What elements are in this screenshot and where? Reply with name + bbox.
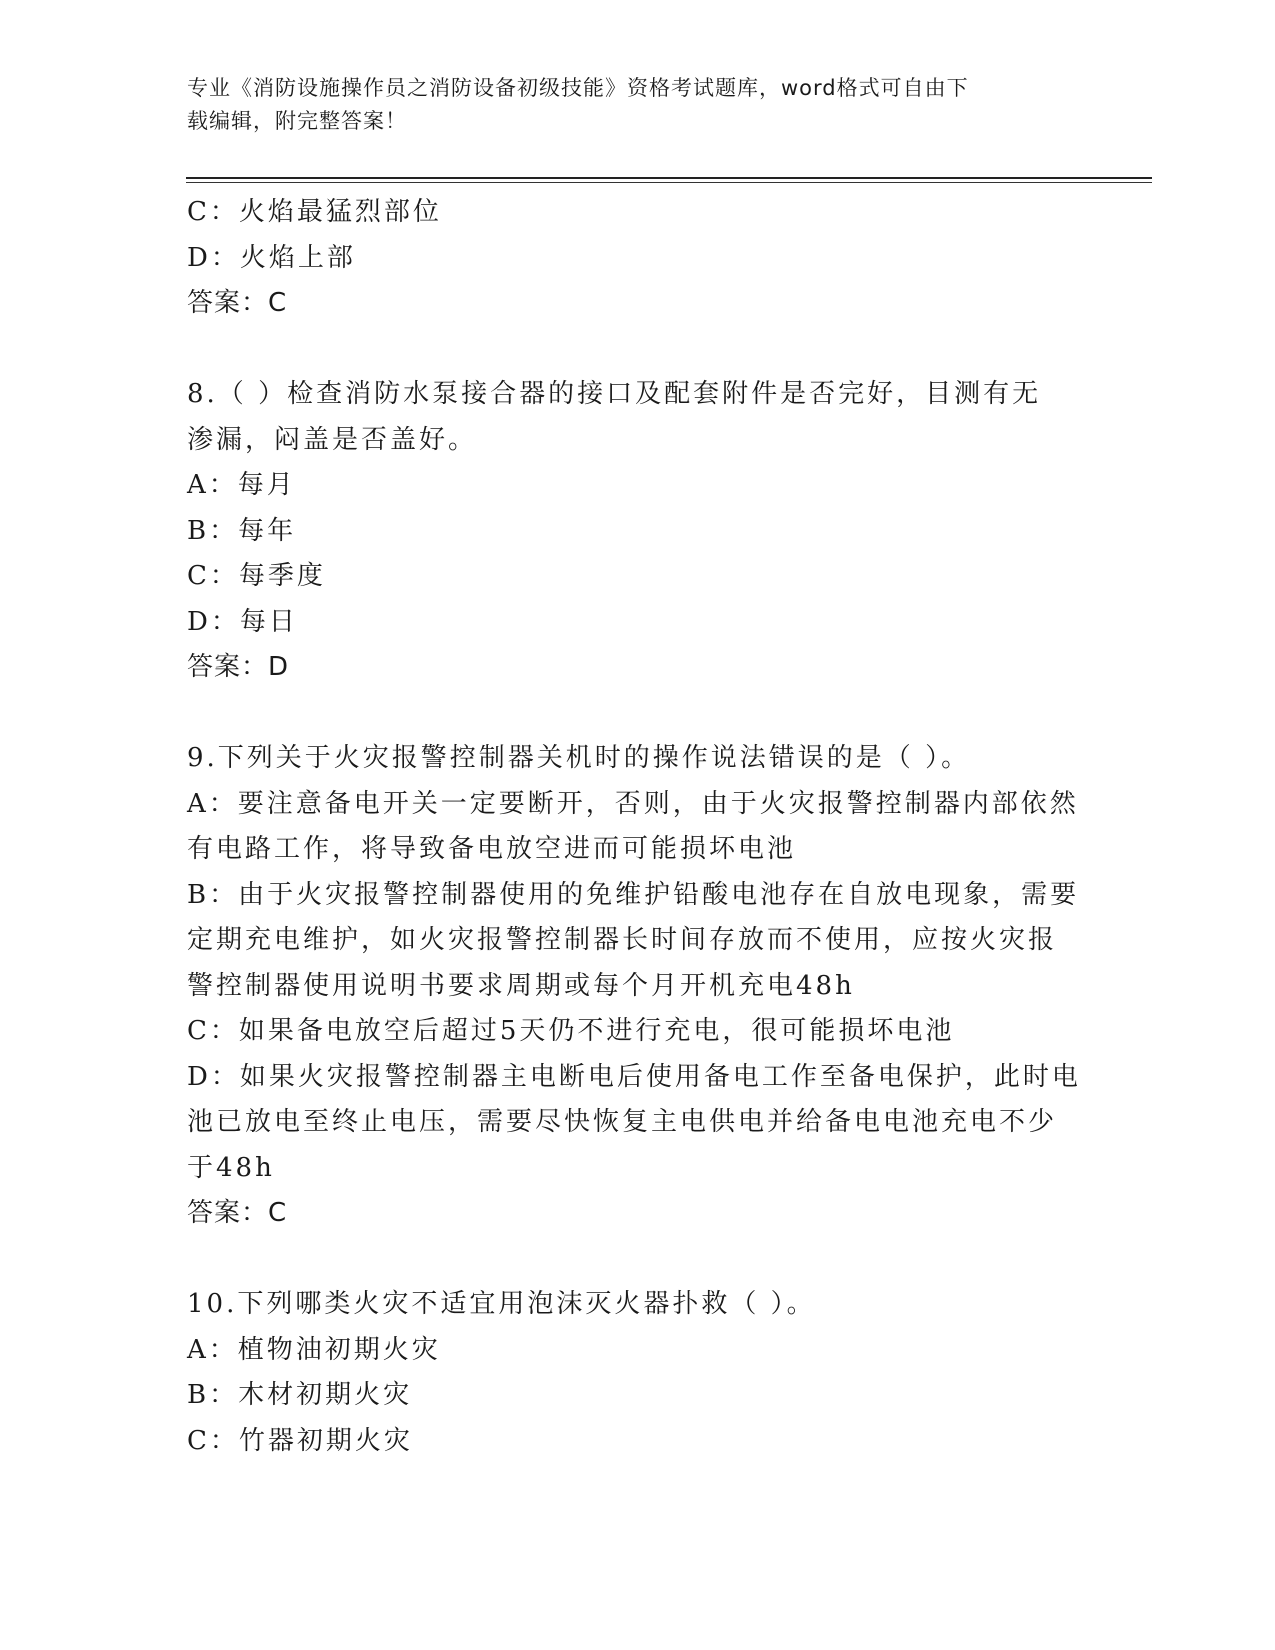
header-rule-thin	[186, 182, 1152, 183]
q9-option-d-line-2: 池已放电至终止电压，需要尽快恢复主电供电并给备电电池充电不少	[187, 1107, 1058, 1137]
q7-option-c: C：火焰最猛烈部位	[187, 197, 442, 227]
q9-answer: 答案：C	[187, 1198, 288, 1228]
header-rule-thick	[186, 177, 1152, 179]
q10-option-b: B：木材初期火灾	[187, 1380, 413, 1410]
q8-stem-line-1: 8.（ ）检查消防水泵接合器的接口及配套附件是否完好，目测有无	[187, 379, 1042, 409]
header-line-2: 载编辑，附完整答案！	[187, 109, 407, 133]
q9-option-b-line-1: B：由于火灾报警控制器使用的免维护铅酸电池存在自放电现象，需要	[187, 879, 1080, 910]
q9-option-a-line-2: 有电路工作，将导致备电放空进而可能损坏电池	[187, 834, 797, 864]
header-line-1: 专业《消防设施操作员之消防设备初级技能》资格考试题库，word格式可自由下	[187, 76, 969, 100]
q9-option-b-line-3: 警控制器使用说明书要求周期或每个月开机充电48h	[187, 970, 855, 1001]
q8-answer: 答案：D	[187, 652, 290, 682]
document-header	[187, 72, 1067, 138]
q9-option-b-line-2: 定期充电维护，如火灾报警控制器长时间存放而不使用，应按火灾报	[187, 925, 1058, 955]
q9-option-c: C：如果备电放空后超过5天仍不进行充电，很可能损坏电池	[187, 1016, 955, 1046]
q7-answer: 答案：C	[187, 288, 288, 318]
document-body	[187, 190, 1087, 1464]
q8-stem-line-2: 渗漏，闷盖是否盖好。	[187, 424, 478, 455]
q9-option-d-line-1: D：如果火灾报警控制器主电断电后使用备电工作至备电保护，此时电	[187, 1061, 1081, 1092]
q10-option-a: A：植物油初期火灾	[187, 1334, 441, 1365]
q8-option-c: C：每季度	[187, 561, 326, 591]
q10-option-c: C：竹器初期火灾	[187, 1425, 413, 1456]
q7-option-d: D：火焰上部	[187, 242, 356, 273]
spacer	[187, 327, 1087, 373]
spacer	[187, 1237, 1087, 1283]
q9-stem: 9.下列关于火灾报警控制器关机时的操作说法错误的是（ ）。	[187, 743, 971, 773]
q8-option-d: D：每日	[187, 606, 298, 637]
q9-option-a-line-1: A：要注意备电开关一定要断开，否则，由于火灾报警控制器内部依然	[187, 788, 1079, 819]
spacer	[187, 691, 1087, 737]
q8-option-a: A：每月	[187, 470, 296, 500]
q10-stem: 10.下列哪类火灾不适宜用泡沫灭火器扑救（ ）。	[187, 1289, 816, 1319]
q8-option-b: B：每年	[187, 515, 297, 546]
q9-option-d-line-3: 于48h	[187, 1152, 275, 1183]
